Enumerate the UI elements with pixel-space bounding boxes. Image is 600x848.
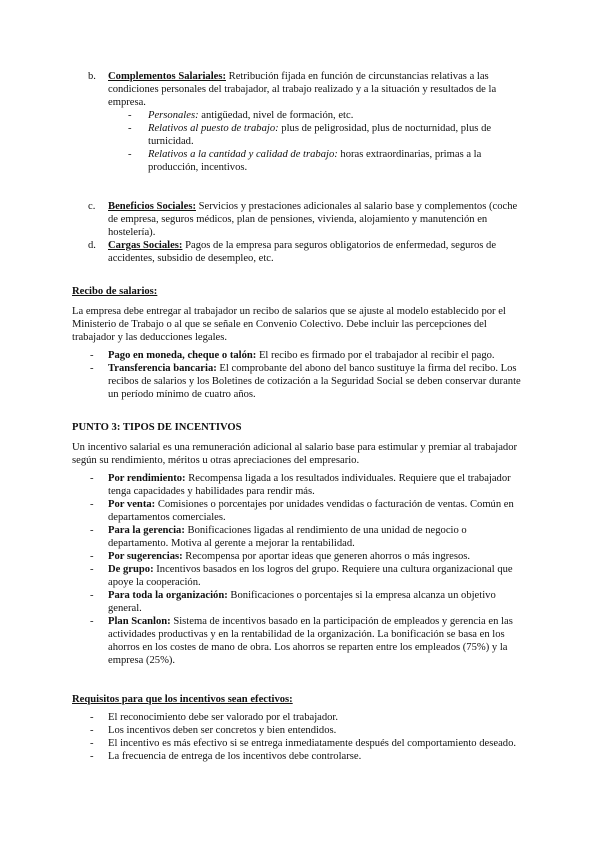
- list-item: - Transferencia bancaria: El comprobante del abono del banco sustituye la firma del recibo. Los recibos de salarios y los Boletines de cotización a la Seguridad Social se deben conservar durante un período mínimo de cuatro años.: [90, 363, 521, 400]
- list-item: - Plan Scanlon: Sistema de incentivos basado en la participación de empleados y gerencia en las actividades productivas y en la rentabilidad de la organización. La bonificación se basa en los ahorros en los costes de mano de obra. Los ahorros se reparten entre los empleados (75%) y la empresa (25%).: [90, 616, 513, 666]
- list-item: - Por venta: Comisiones o porcentajes por unidades vendidas o facturación de ventas. Común en departamentos comerciales.: [90, 499, 514, 523]
- item-label: Por sugerencias:: [108, 551, 183, 562]
- list-item: - Por sugerencias: Recompensa por aportar ideas que generen ahorros o más ingresos.: [90, 551, 471, 562]
- sub-label: Relativos al puesto de trabajo:: [148, 123, 279, 134]
- list-marker: c.: [88, 201, 96, 212]
- section-heading-recibo: Recibo de salarios:: [72, 286, 158, 297]
- section-heading-requisitos: Requisitos para que los incentivos sean efectivos:: [72, 694, 293, 705]
- paragraph-incentivos: Un incentivo salarial es una remuneración adicional al salario base para estimular y premiar al trabajador según su rendimiento, méritos u otras apreciaciones del empresario.: [72, 442, 518, 466]
- incentivos-list: [72, 472, 528, 667]
- term-complementos-salariales: Complementos Salariales:: [108, 71, 226, 82]
- item-label: Para la gerencia:: [108, 525, 185, 536]
- list-item: - De grupo: Incentivos basados en los logros del grupo. Requiere una cultura organizacional que apoye la cooperación.: [90, 564, 513, 588]
- term-beneficios-sociales: Beneficios Sociales:: [108, 201, 196, 212]
- recibo-list: [72, 349, 528, 401]
- list-item: - Por rendimiento: Recompensa ligada a los resultados individuales. Requiere que el trabajador tenga capacidades y habilidades para rendir más.: [90, 473, 511, 497]
- item-label: Para toda la organización:: [108, 590, 228, 601]
- term-cargas-sociales: Cargas Sociales:: [108, 240, 183, 251]
- item-label: Transferencia bancaria:: [108, 363, 217, 374]
- requisitos-list: [72, 711, 528, 763]
- list-item-d: [72, 239, 528, 265]
- item-label: Por venta:: [108, 499, 156, 510]
- item-label: De grupo:: [108, 564, 154, 575]
- list-item: - El incentivo es más efectivo si se entrega inmediatamente después del comportamiento deseado.: [90, 738, 517, 749]
- definition-text: Pagos de la empresa para seguros obligatorios de enfermedad, seguros de accidentes, subsidio de desempleo, etc.: [108, 240, 497, 264]
- list-item: - Para la gerencia: Bonificaciones ligadas al rendimiento de una unidad de negocio o departamento. Motiva al gerente a mejorar la rentabilidad.: [90, 525, 467, 549]
- list-item: - El reconocimiento debe ser valorado por el trabajador.: [90, 712, 339, 723]
- sub-list: [108, 109, 528, 174]
- item-label: Por rendimiento:: [108, 473, 186, 484]
- list-marker: b.: [88, 71, 96, 82]
- list-item-c: [72, 200, 528, 239]
- list-item: - Los incentivos deben ser concretos y bien entendidos.: [90, 725, 337, 736]
- list-item-b: [72, 70, 528, 174]
- list-item: - Para toda la organización: Bonificaciones o porcentajes si la empresa alcanza un objetivo general.: [90, 590, 496, 614]
- definition-text: Retribución fijada en función de circunstancias relativas a las condiciones personales del trabajador, al trabajo realizado y a la situación y resultados de la empresa.: [108, 71, 497, 108]
- lettered-list: [72, 70, 528, 265]
- paragraph-recibo: La empresa debe entregar al trabajador un recibo de salarios que se ajuste al modelo establecido por el Ministerio de Trabajo o al que se señale en Convenio Colectivo. Debe incluir las percepciones del trabajador y las deducciones legales.: [72, 306, 506, 343]
- section-heading-punto3: PUNTO 3: TIPOS DE INCENTIVOS: [72, 422, 242, 433]
- sub-list-item: - Relativos al puesto de trabajo: plus de peligrosidad, plus de nocturnidad, plus de turnicidad.: [128, 123, 492, 147]
- sub-label: Relativos a la cantidad y calidad de trabajo:: [148, 149, 338, 160]
- sub-list-item: - Personales: antigüedad, nivel de formación, etc.: [128, 110, 354, 121]
- item-label: Pago en moneda, cheque o talón:: [108, 350, 257, 361]
- item-label: Plan Scanlon:: [108, 616, 171, 627]
- definition-text: Servicios y prestaciones adicionales al salario base y complementos (coche de empresa, seguros médicos, plan de pensiones, vivienda, alojamiento y manutención en hostelería).: [108, 201, 518, 238]
- sub-list-item: - Relativos a la cantidad y calidad de trabajo: horas extraordinarias, primas a la producción, incentivos.: [128, 149, 482, 173]
- list-marker: d.: [88, 240, 96, 251]
- sub-label: Personales:: [148, 110, 199, 121]
- list-item: - La frecuencia de entrega de los incentivos debe controlarse.: [90, 751, 362, 762]
- list-item: - Pago en moneda, cheque o talón: El recibo es firmado por el trabajador al recibir el pago.: [90, 350, 495, 361]
